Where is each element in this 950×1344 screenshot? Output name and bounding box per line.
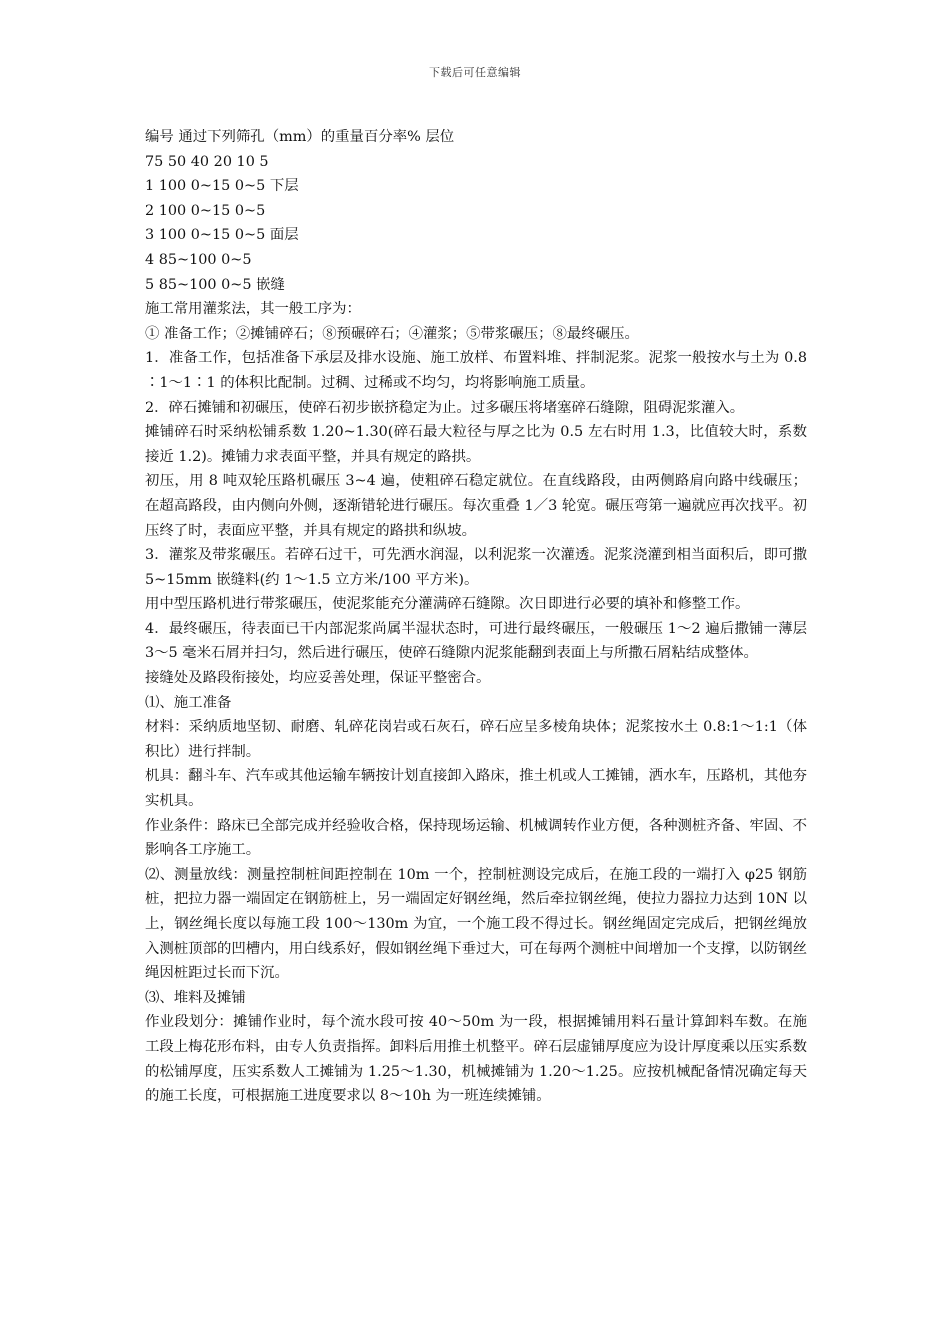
paragraph: 1．准备工作，包括准备下承层及排水设施、施工放样、布置料堆、拌制泥浆。泥浆一般按水与土为 0.8∶1～1∶1 的体积比配制。过稠、过稀或不均匀，均将影响施工质量。 bbox=[145, 350, 807, 391]
paragraph: 3．灌浆及带浆碾压。若碎石过干，可先洒水润湿，以利泥浆一次灌透。泥浆浇灌到相当面积后，即可撒 5~15mm 嵌缝料(约 1～1.5 立方米/100 平方米)。 bbox=[145, 547, 807, 588]
table-row: 2 100 0~15 0~5 bbox=[145, 202, 266, 219]
paragraph: 2．碎石摊铺和初碾压，使碎石初步嵌挤稳定为止。过多碾压将堵塞碎石缝隙，阻碍泥浆灌入。 bbox=[145, 399, 745, 416]
section-heading: ⑶、堆料及摊铺 bbox=[145, 989, 246, 1006]
paragraph: 4．最终碾压，待表面已干内部泥浆尚属半湿状态时，可进行最终碾压，一般碾压 1～2 遍后撒铺一薄层 3～5 毫米石屑并扫匀，然后进行碾压，使碎石缝隙内泥浆能翻到表面上与所撒石屑粘结成整体。 bbox=[145, 620, 807, 662]
paragraph: 初压，用 8 吨双轮压路机碾压 3~4 遍，使粗碎石稳定就位。在直线路段，由两侧路肩向路中线碾压；在超高路段，由内侧向外侧，逐渐错轮进行碾压。每次重叠 1／3 轮宽。碾压弯第一遍就应再次找平。初压终了时，表面应平整，并具有规定的路拱和纵坡。 bbox=[145, 473, 807, 539]
table-header-line: 编号 通过下列筛孔（mm）的重量百分率% 层位 bbox=[145, 129, 455, 145]
paragraph: 摊铺碎石时采纳松铺系数 1.20~1.30(碎石最大粒径与厚之比为 0.5 左右时用 1.3，比值较大时，系数接近 1.2)。摊铺力求表面平整，并具有规定的路拱。 bbox=[145, 424, 807, 465]
paragraph: 用中型压路机进行带浆碾压，使泥浆能充分灌满碎石缝隙。次日即进行必要的填补和修整工作。 bbox=[145, 596, 750, 613]
paragraph: ① 准备工作；②摊铺碎石；⑧预碾碎石；④灌浆；⑤带浆碾压；⑧最终碾压。 bbox=[145, 325, 639, 342]
table-row: 3 100 0~15 0~5 面层 bbox=[145, 227, 299, 244]
table-row: 5 85~100 0~5 嵌缝 bbox=[145, 276, 285, 293]
table-sieve-sizes-line: 75 50 40 20 10 5 bbox=[145, 153, 269, 170]
document-body bbox=[145, 125, 807, 1109]
paragraph: 机具：翻斗车、汽车或其他运输车辆按计划直接卸入路床，推土机或人工摊铺，洒水车，压路机，其他夯实机具。 bbox=[145, 768, 807, 810]
paragraph: 接缝处及路段衔接处，均应妥善处理，保证平整密合。 bbox=[145, 670, 491, 687]
section-heading: ⑴、施工准备 bbox=[145, 694, 232, 711]
table-row: 4 85~100 0~5 bbox=[145, 251, 252, 268]
table-row: 1 100 0~15 0~5 下层 bbox=[145, 178, 299, 195]
paragraph: ⑵、测量放线：测量控制桩间距控制在 10m 一个，控制桩测设完成后，在施工段的一端打入 φ25 钢筋桩，把拉力器一端固定在钢筋桩上，另一端固定好钢丝绳，然后牵拉钢丝绳，使拉力器拉力达到 10N 以上，钢丝绳长度以每施工段 100～130m 为宜，一个施工段不得过长。钢丝绳固定完成后，把钢丝绳放入测桩顶部的凹槽内，用白线系好，假如钢丝绳下垂过大，可在每两个测桩中间增加一个支撑，以防钢丝绳因桩距过长而下沉。 bbox=[145, 866, 807, 982]
paragraph: 作业段划分：摊铺作业时，每个流水段可按 40～50m 为一段，根据摊铺用料石量计算卸料车数。在施工段上梅花形布料，由专人负责指挥。卸料后用推土机整平。碎石层虚铺厚度应为设计厚度乘以压实系数的松铺厚度，压实系数人工摊铺为 1.25～1.30，机械摊铺为 1.20～1.25。应按机械配备情况确定每天的施工长度，可根据施工进度要求以 8～10h 为一班连续摊铺。 bbox=[145, 1014, 807, 1105]
paragraph: 施工常用灌浆法，其一般工序为： bbox=[145, 301, 361, 318]
paragraph: 作业条件：路床已全部完成并经验收合格，保持现场运输、机械调转作业方便，各种测桩齐备、牢固、不影响各工序施工。 bbox=[145, 817, 807, 859]
page-header: 下载后可任意编辑 bbox=[429, 66, 521, 79]
paragraph: 材料：采纳质地坚韧、耐磨、轧碎花岗岩或石灰石，碎石应呈多棱角块体；泥浆按水土 0.8:1～1:1（体积比）进行拌制。 bbox=[145, 719, 807, 760]
